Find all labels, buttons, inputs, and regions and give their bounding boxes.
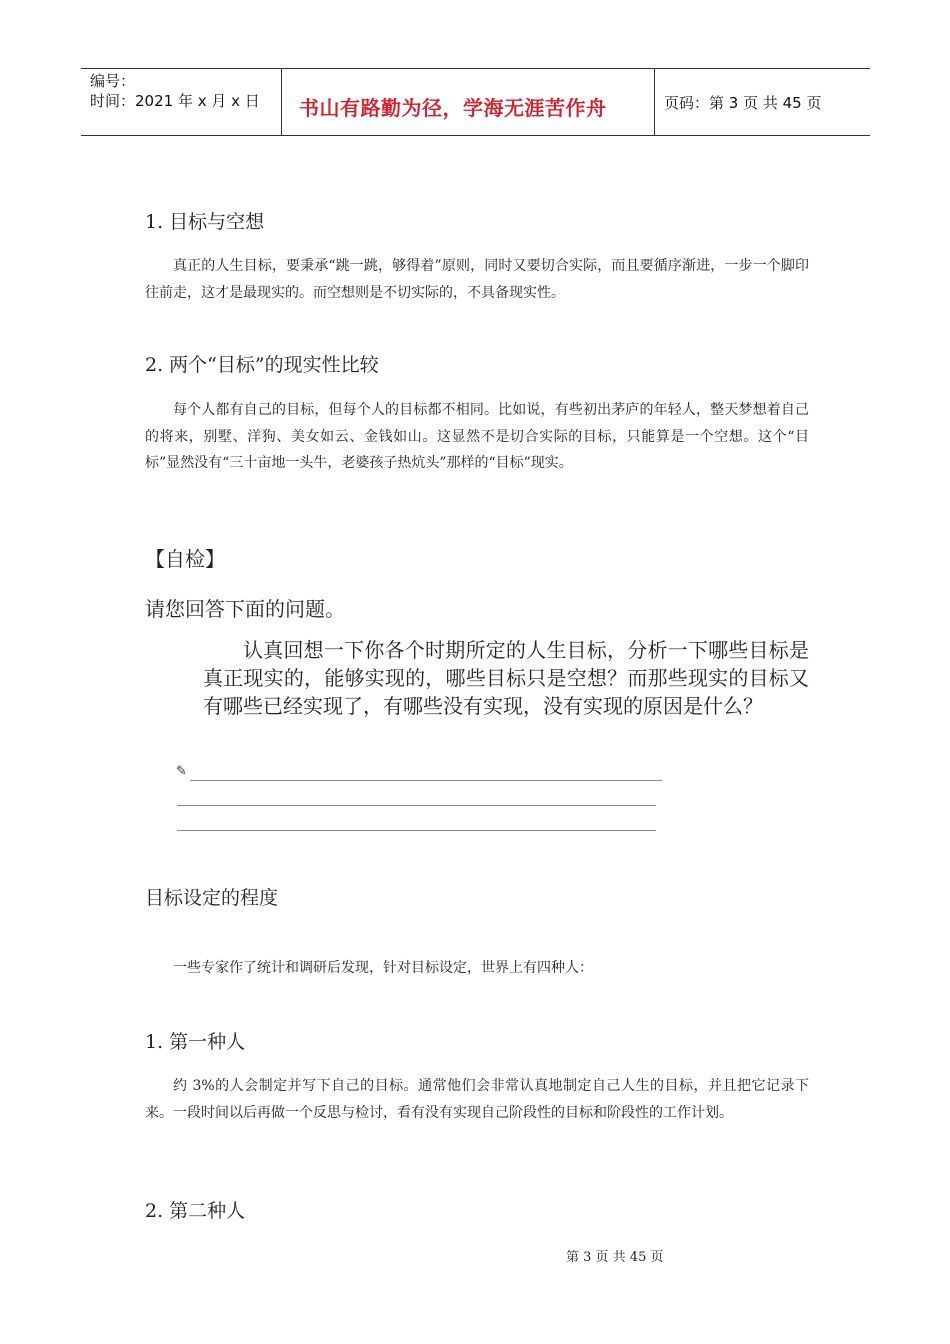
answer-line[interactable] xyxy=(190,780,662,781)
pencil-icon: ✎ xyxy=(176,764,187,779)
section-title-goal-vs-fantasy: 1. 目标与空想 xyxy=(145,211,265,233)
section-title-goal-degree: 目标设定的程度 xyxy=(145,887,279,909)
section-paragraph-goal-degree: 一些专家作了统计和调研后发现，针对目标设定，世界上有四种人： xyxy=(173,960,593,976)
selfcheck-title: 【自检】 xyxy=(145,547,225,571)
section-paragraph-goal-vs-fantasy: 真正的人生目标，要秉承“跳一跳，够得着”原则，同时又要切合实际，而且要循序渐进，一步一个脚印往前走，这才是最现实的。而空想则是不切实际的，不具备现实性。 xyxy=(145,258,809,301)
doc-date: 时间：2021 年 x 月 x 日 xyxy=(90,92,260,110)
answer-line[interactable] xyxy=(177,805,656,806)
section-paragraph-first-kind: 约 3%的人会制定并写下自己的目标。通常他们会非常认真地制定自己人生的目标，并且把它记录下来。一段时间以后再做一个反思与检讨，看有没有实现自己阶段性的目标和阶段性的工作计划。 xyxy=(145,1078,809,1121)
header-motto: 书山有路勤为径，学海无涯苦作舟 xyxy=(299,96,607,120)
header-page-info: 页码：第 3 页 共 45 页 xyxy=(664,94,822,112)
header-divider-right xyxy=(654,68,655,136)
header-top-rule xyxy=(81,68,870,69)
answer-line[interactable] xyxy=(177,830,656,831)
section-title-realism-comparison: 2. 两个“目标”的现实性比较 xyxy=(145,354,379,376)
header-divider-left xyxy=(281,68,282,136)
section-paragraph-realism-comparison: 每个人都有自己的目标，但每个人的目标都不相同。比如说，有些初出茅庐的年轻人，整天梦想着自己的将来，别墅、洋狗、美女如云、金钱如山。这显然不是切合实际的目标，只能算是一个空想。这个“目标”显然没有“三十亩地一头牛，老婆孩子热炕头”那样的“目标”现实。 xyxy=(145,402,809,471)
section-title-first-kind: 1. 第一种人 xyxy=(145,1031,246,1053)
selfcheck-question: 认真回想一下你各个时期所定的人生目标，分析一下哪些目标是真正现实的，能够实现的，哪些目标只是空想？而那些现实的目标又有哪些已经实现了，有哪些没有实现，没有实现的原因是什么？ xyxy=(203,638,809,718)
footer-page-number: 第 3 页 共 45 页 xyxy=(566,1250,664,1265)
section-title-second-kind: 2. 第二种人 xyxy=(145,1200,246,1222)
header-bottom-rule xyxy=(81,135,870,136)
doc-number-label: 编号： xyxy=(90,72,136,90)
selfcheck-prompt: 请您回答下面的问题。 xyxy=(145,597,345,621)
